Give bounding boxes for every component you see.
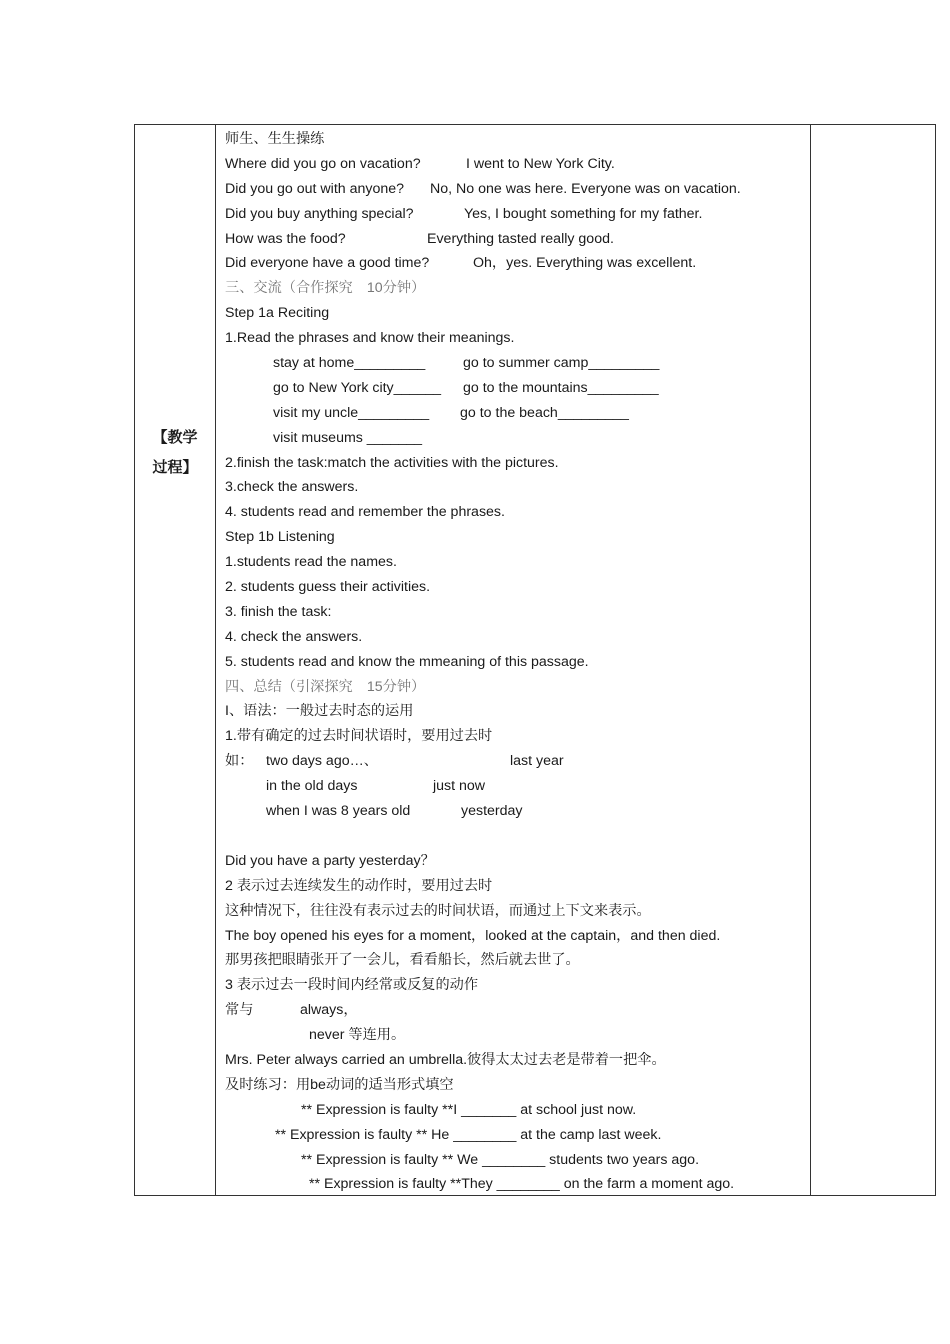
row-label-line: 【教学: [152, 429, 198, 446]
step-heading: Step 1a Reciting: [225, 305, 330, 322]
lesson-table: [134, 124, 936, 1196]
example: last year: [510, 753, 564, 770]
example: in the old days: [266, 778, 358, 795]
example: yesterday: [461, 803, 523, 820]
question: Did you buy anything special?: [225, 205, 414, 222]
text-line: Did you have a party yesterday？: [225, 852, 435, 869]
question: Did everyone have a good time?: [225, 255, 430, 272]
text: 常与: [225, 1002, 254, 1019]
text-line: 5. students read and know the mmeaning of this passage.: [225, 653, 589, 670]
question: Where did you go on vacation?: [225, 155, 421, 172]
phrase: stay at home_________: [273, 355, 426, 372]
answer: Everything tasted really good.: [427, 230, 614, 247]
row-label: [135, 423, 215, 483]
column-divider: [215, 125, 216, 1195]
phrase: go to New York city______: [273, 379, 441, 396]
exercise-line: ** Expression is faulty **I _______ at school just now.: [301, 1101, 637, 1118]
dialogue-line: [225, 177, 805, 202]
example-line: [225, 799, 805, 824]
phrase-line: [225, 376, 805, 401]
text-line: [225, 998, 805, 1023]
phrase: go to summer camp_________: [463, 355, 660, 372]
answer: No, No one was here. Everyone was on vacation.: [430, 180, 741, 197]
text: always，: [300, 1002, 358, 1019]
phrase-line: visit museums _______: [273, 429, 423, 446]
example: just now: [433, 778, 486, 795]
text-line: 师生、生生操练: [225, 131, 325, 147]
text-line: 1.带有确定的过去时间状语时，要用过去时: [225, 728, 493, 745]
text-line: 4. check the answers.: [225, 628, 363, 645]
text-line: 这种情况下，往往没有表示过去的时间状语，而通过上下文来表示。: [225, 902, 651, 919]
phrase: visit my uncle_________: [273, 404, 430, 421]
section-heading: 三、交流（合作探究 10分钟）: [225, 280, 426, 297]
text-line: The boy opened his eyes for a moment，looked at the captain，and then died.: [225, 927, 721, 944]
dialogue-line: [225, 251, 805, 276]
exercise-line: ** Expression is faulty ** We ________ students two years ago.: [301, 1151, 700, 1168]
exercise-line: ** Expression is faulty **They ________ on the farm a moment ago.: [309, 1176, 735, 1193]
text-line: I、语法：一般过去时态的运用: [225, 703, 414, 720]
blank-line: [225, 824, 805, 849]
example-line: [225, 749, 805, 774]
column-divider: [810, 125, 811, 1195]
phrase: go to the mountains_________: [463, 379, 659, 396]
text-line: 1.students read the names.: [225, 554, 397, 571]
example-line: [225, 774, 805, 799]
dialogue-line: [225, 152, 805, 177]
example-prefix: 如：: [225, 753, 254, 770]
content-cell: [225, 127, 805, 1197]
text-line: 那男孩把眼睛张开了一会儿，看看船长，然后就去世了。: [225, 952, 580, 969]
row-label-line: 过程】: [152, 459, 198, 476]
answer: Yes, I bought something for my father.: [464, 205, 703, 222]
step-heading: Step 1b Listening: [225, 529, 335, 546]
question: How was the food?: [225, 230, 346, 247]
section-heading: 四、总结（引深探究 15分钟）: [225, 678, 426, 695]
text-line: 及时练习：用be动词的适当形式填空: [225, 1076, 454, 1093]
text-line: 1.Read the phrases and know their meanings.: [225, 330, 515, 347]
text-line: never 等连用。: [309, 1027, 406, 1044]
answer: I went to New York City.: [466, 155, 615, 172]
text-line: 3 表示过去一段时间内经常或反复的动作: [225, 977, 479, 994]
text-line: Mrs. Peter always carried an umbrella.彼得太太过去老是带着一把伞。: [225, 1051, 666, 1068]
dialogue-line: [225, 202, 805, 227]
answer: Oh，yes. Everything was excellent.: [473, 255, 697, 272]
dialogue-line: [225, 227, 805, 252]
text-line: 3. finish the task:: [225, 603, 332, 620]
question: Did you go out with anyone?: [225, 180, 405, 197]
text-line: 2 表示过去连续发生的动作时，要用过去时: [225, 877, 493, 894]
phrase: go to the beach_________: [460, 404, 629, 421]
text-line: 2.finish the task:match the activities with the pictures.: [225, 454, 559, 471]
text-line: 3.check the answers.: [225, 479, 359, 496]
example: when I was 8 years old: [266, 803, 411, 820]
example: two days ago…、: [266, 753, 378, 770]
phrase-line: [225, 401, 805, 426]
phrase-line: [225, 351, 805, 376]
text-line: 2. students guess their activities.: [225, 579, 431, 596]
exercise-line: ** Expression is faulty ** He ________ at the camp last week.: [275, 1126, 662, 1143]
text-line: 4. students read and remember the phrases.: [225, 504, 505, 521]
